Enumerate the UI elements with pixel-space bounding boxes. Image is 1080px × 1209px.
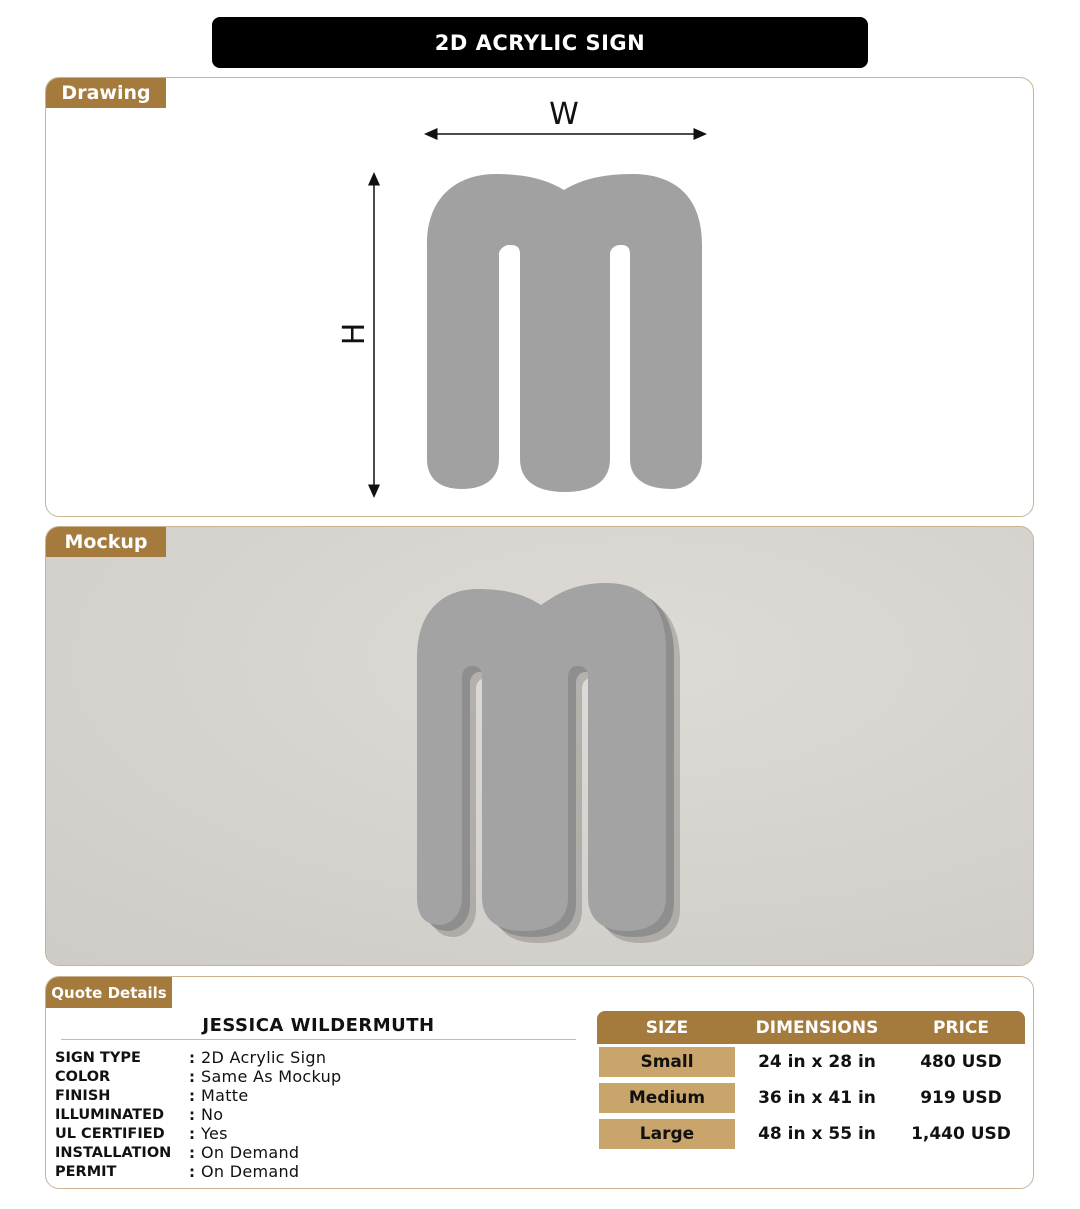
- row-dimensions: 24 in x 28 in: [758, 1052, 876, 1072]
- spec-colon: :: [189, 1086, 195, 1105]
- spec-row-permit: [55, 1162, 575, 1181]
- header-dimensions: DIMENSIONS: [755, 1017, 879, 1038]
- spec-row-illuminated: [55, 1105, 575, 1124]
- row-price: 1,440 USD: [911, 1124, 1011, 1144]
- header-size: SIZE: [645, 1017, 689, 1038]
- mockup-svg: [46, 527, 1034, 966]
- letter-m-shape: [427, 174, 702, 492]
- spec-value: Same As Mockup: [201, 1067, 342, 1086]
- spec-value: 2D Acrylic Sign: [201, 1048, 327, 1067]
- spec-colon: :: [189, 1105, 195, 1124]
- spec-label: COLOR: [55, 1068, 111, 1085]
- spec-value: On Demand: [201, 1162, 300, 1181]
- spec-colon: :: [189, 1143, 195, 1162]
- spec-label: UL CERTIFIED: [55, 1125, 165, 1142]
- quote-tag: Quote Details: [46, 977, 172, 1008]
- row-price: 480 USD: [920, 1052, 1002, 1072]
- row-size: Medium: [599, 1083, 735, 1113]
- spec-label: SIGN TYPE: [55, 1049, 141, 1066]
- spec-label: INSTALLATION: [55, 1144, 172, 1161]
- price-row-small: [597, 1044, 1025, 1080]
- spec-row-color: [55, 1067, 575, 1086]
- spec-row-sign-type: [55, 1048, 575, 1067]
- spec-label: PERMIT: [55, 1163, 117, 1180]
- row-size: Small: [599, 1047, 735, 1077]
- letter-m-face: [417, 583, 666, 931]
- spec-value: No: [201, 1105, 224, 1124]
- spec-value: Matte: [201, 1086, 249, 1105]
- quote-panel: [45, 976, 1034, 1189]
- spec-row-installation: [55, 1143, 575, 1162]
- spec-colon: :: [189, 1048, 195, 1067]
- row-dimensions: 48 in x 55 in: [758, 1124, 876, 1144]
- header-price: PRICE: [933, 1017, 989, 1038]
- page-title: 2D ACRYLIC SIGN: [212, 17, 868, 68]
- spec-label: FINISH: [55, 1087, 111, 1104]
- mockup-tag: Mockup: [46, 527, 166, 557]
- width-label: W: [549, 97, 579, 132]
- spec-colon: :: [189, 1067, 195, 1086]
- spec-colon: :: [189, 1124, 195, 1143]
- spec-value: On Demand: [201, 1143, 300, 1162]
- row-dimensions: 36 in x 41 in: [758, 1088, 876, 1108]
- name-divider: [61, 1039, 576, 1040]
- spec-value: Yes: [201, 1124, 228, 1143]
- spec-label: ILLUMINATED: [55, 1106, 165, 1123]
- drawing-svg: [46, 78, 1034, 517]
- spec-colon: :: [189, 1162, 195, 1181]
- mockup-panel: [45, 526, 1034, 966]
- row-price: 919 USD: [920, 1088, 1002, 1108]
- price-table: [597, 1011, 1025, 1152]
- spec-row-finish: [55, 1086, 575, 1105]
- row-size: Large: [599, 1119, 735, 1149]
- height-label: H: [337, 322, 372, 346]
- spec-row-ul-certified: [55, 1124, 575, 1143]
- price-row-medium: [597, 1080, 1025, 1116]
- price-row-large: [597, 1116, 1025, 1152]
- drawing-panel: [45, 77, 1034, 517]
- drawing-tag: Drawing: [46, 78, 166, 108]
- client-name: JESSICA WILDERMUTH: [202, 1015, 435, 1036]
- price-table-header: [597, 1011, 1025, 1044]
- spec-list: [55, 1048, 575, 1181]
